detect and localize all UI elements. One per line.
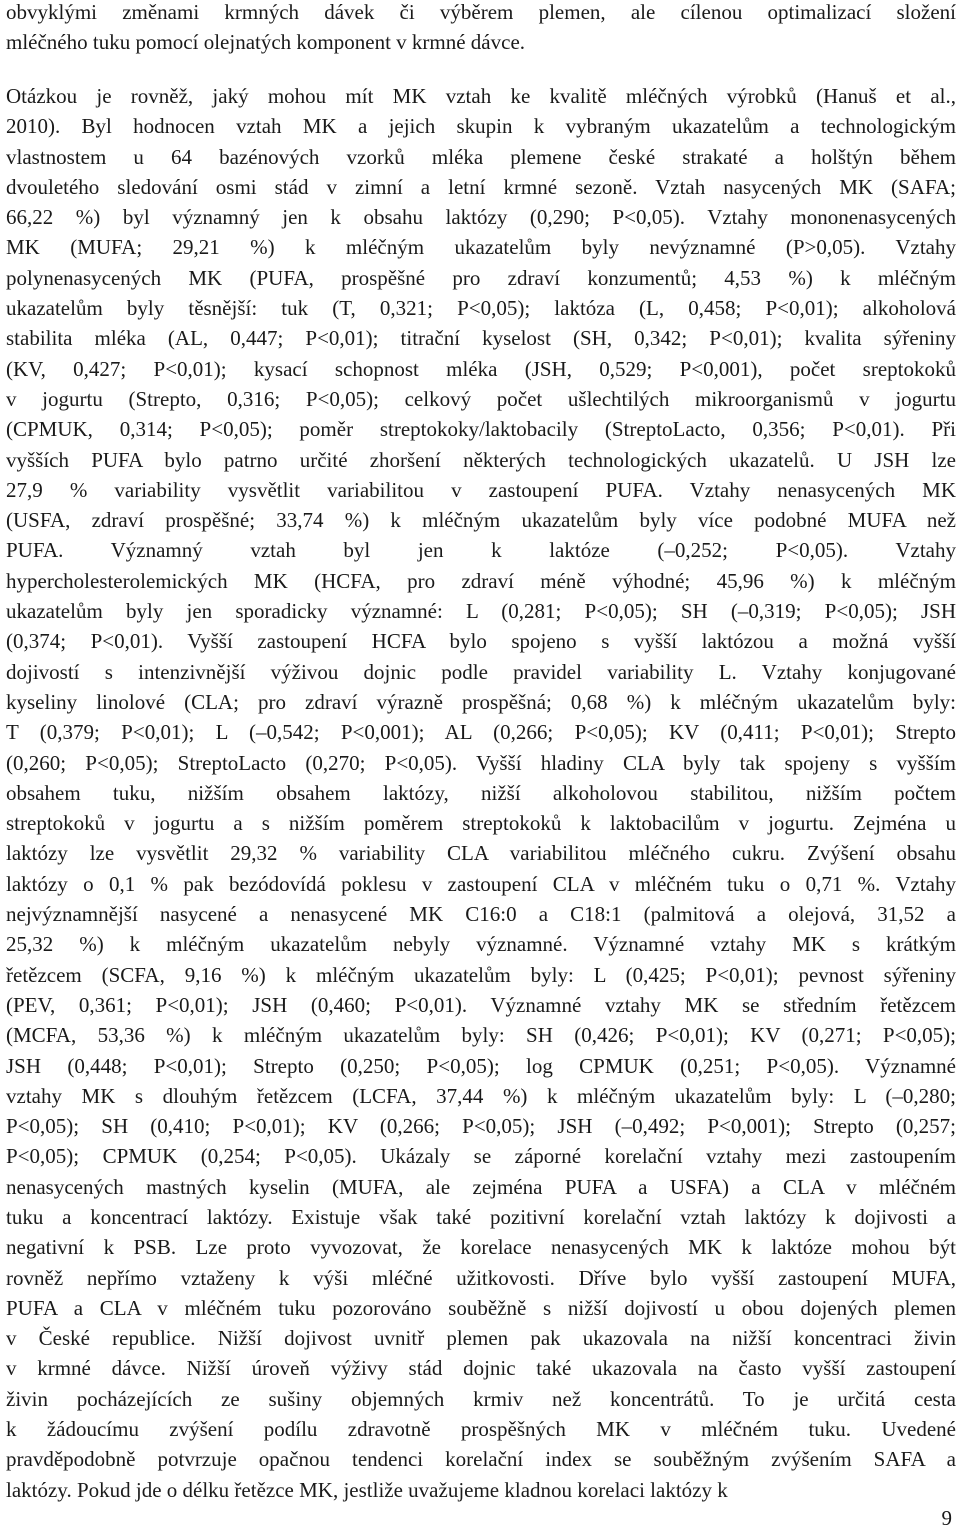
text-line: polynenasycených MK (PUFA, prospěšné pro zdraví konzumentů; 4,53 %) k mléčným	[6, 265, 956, 290]
text-line: P<0,05); SH (0,410; P<0,01); KV (0,266; P<0,05); JSH (–0,492; P<0,001); Strepto (0,257;	[6, 1114, 956, 1139]
text-line: ukazatelům byly jen sporadicky významné: L (0,281; P<0,05); SH (–0,319; P<0,05); JSH	[6, 599, 956, 624]
text-line: v jogurtu (Strepto, 0,316; P<0,05); celkový počet ušlechtilých mikroorganismů v jogurtu	[6, 386, 956, 411]
text-line: (PEV, 0,361; P<0,01); JSH (0,460; P<0,01). Významné vztahy MK se středním řetězcem	[6, 992, 956, 1017]
text-line: (USFA, zdraví prospěšné; 33,74 %) k mléčným ukazatelům byly více podobné MUFA než	[6, 508, 956, 533]
text-line: hypercholesterolemických MK (HCFA, pro zdraví méně výhodné; 45,96 %) k mléčným	[6, 568, 956, 593]
text-line: řetězcem (SCFA, 9,16 %) k mléčným ukazatelům byly: L (0,425; P<0,01); pevnost sýřeniny	[6, 962, 956, 987]
text-line: JSH (0,448; P<0,01); Strepto (0,250; P<0,05); log CPMUK (0,251; P<0,05). Významné	[6, 1053, 956, 1078]
text-line: 2010). Byl hodnocen vztah MK a jejich skupin k vybraným ukazatelům a technologickým	[6, 114, 956, 139]
paragraph-milk-fat-quality	[6, 81, 956, 1505]
text-line: (KV, 0,427; P<0,01); kysací schopnost mléka (JSH, 0,529; P<0,001), počet sreptokoků	[6, 356, 956, 381]
text-line: 27,9 % variability vysvětlit variabilitou v zastoupení PUFA. Vztahy nenasycených MK	[6, 477, 956, 502]
text-line: PUFA. Významný vztah byl jen k laktóze (–0,252; P<0,05). Vztahy	[6, 538, 956, 563]
text-line: ukazatelům byly těsnější: tuk (T, 0,321; P<0,05); laktóza (L, 0,458; P<0,01); alkoholová	[6, 296, 956, 321]
text-line: 66,22 %) byl významný jen k obsahu laktózy (0,290; P<0,05). Vztahy mononenasycených	[6, 205, 956, 230]
text-line: rovněž nepřímo vztaženy k výši mléčné užitkovosti. Dříve bylo vyšší zastoupení MUFA,	[6, 1265, 956, 1290]
text-line: stabilita mléka (AL, 0,447; P<0,01); titrační kyselost (SH, 0,342; P<0,01); kvalita sýřeniny	[6, 326, 956, 351]
text-line: živin pocházejících ze sušiny objemných krmiv než koncentrátů. To je určitá cesta	[6, 1386, 956, 1411]
text-line: laktózy. Pokud jde o délku řetězce MK, jestliže uvažujeme kladnou korelaci laktózy k	[6, 1477, 728, 1502]
text-line: nenasycených mastných kyselin (MUFA, ale zejména PUFA a USFA) a CLA v mléčném	[6, 1174, 956, 1199]
text-line: 25,32 %) k mléčným ukazatelům nebyly významné. Významné vztahy MK s krátkým	[6, 932, 956, 957]
text-line: vlastnostem u 64 bazénových vzorků mléka plemene české strakaté a holštýn během	[6, 144, 956, 169]
text-line: k žádoucímu zvýšení podílu zdravotně prospěšných MK v mléčném tuku. Uvedené	[6, 1417, 956, 1442]
text-line: (0,374; P<0,01). Vyšší zastoupení HCFA bylo spojeno s vyšší laktózou a možná vyšší	[6, 629, 956, 654]
text-line: obvyklými změnami krmných dávek či výběrem plemen, ale cílenou optimalizací složení	[6, 0, 956, 24]
text-line: tuku a koncentrací laktózy. Existuje však také pozitivní korelační vztah laktózy k dojivosti a	[6, 1204, 956, 1229]
text-line: streptokoků v jogurtu a s nižším poměrem streptokoků k laktobacilům v jogurtu. Zejména u	[6, 811, 956, 836]
text-line: vyšších PUFA bylo patrno určité zhoršení některých technologických ukazatelů. U JSH lze	[6, 447, 956, 472]
text-line: (MCFA, 53,36 %) k mléčným ukazatelům byly: SH (0,426; P<0,01); KV (0,271; P<0,05);	[6, 1023, 956, 1048]
text-line: T (0,379; P<0,01); L (–0,542; P<0,001); AL (0,266; P<0,05); KV (0,411; P<0,01); Strepto	[6, 720, 956, 745]
text-line: v České republice. Nižší dojivost uvnitř plemen pak ukazovala na nižší koncentraci živin	[6, 1326, 956, 1351]
text-line: v krmné dávce. Nižší úroveň výživy stád dojnic také ukazovala na často vyšší zastoupení	[6, 1356, 956, 1381]
text-line: (0,260; P<0,05); StreptoLacto (0,270; P<0,05). Vyšší hladiny CLA byly tak spojeny s vyšším	[6, 750, 956, 775]
text-line: P<0,05); CPMUK (0,254; P<0,05). Ukázaly se záporné korelační vztahy mezi zastoupením	[6, 1144, 956, 1169]
paragraph-intro-end	[6, 0, 956, 58]
text-line: dojivostí s intenzivnější výživou dojnic podle pravidel variability L. Vztahy konjugované	[6, 659, 956, 684]
text-line: (CPMUK, 0,314; P<0,05); poměr streptokoky/laktobacily (StreptoLacto, 0,356; P<0,01). Při	[6, 417, 956, 442]
text-line: pravděpodobně potvrzuje opačnou tendenci korelační index se souběžným zvýšením SAFA a	[6, 1447, 956, 1472]
text-line: laktózy lze vysvětlit 29,32 % variability CLA variabilitou mléčného cukru. Zvýšení obsahu	[6, 841, 956, 866]
text-line: negativní k PSB. Lze proto vyvozovat, že korelace nenasycených MK k laktóze mohou být	[6, 1235, 956, 1260]
text-line: Otázkou je rovněž, jaký mohou mít MK vztah ke kvalitě mléčných výrobků (Hanuš et al.,	[6, 84, 956, 108]
text-line: laktózy o 0,1 % pak bezódovídá poklesu v zastoupení CLA v mléčném tuku o 0,71 %. Vztahy	[6, 871, 956, 896]
text-line: PUFA a CLA v mléčném tuku pozorováno souběžně s nižší dojivostí u obou dojených plemen	[6, 1295, 956, 1320]
text-line: obsahem tuku, nižším obsahem laktózy, nižší alkoholovou stabilitou, nižším počtem	[6, 780, 956, 805]
text-line: mléčného tuku pomocí olejnatých komponent v krmné dávce.	[6, 30, 526, 55]
text-line: kyseliny linolové (CLA; pro zdraví výrazně prospěšná; 0,68 %) k mléčným ukazatelům byly:	[6, 689, 956, 714]
text-line: vztahy MK s dlouhým řetězcem (LCFA, 37,44 %) k mléčným ukazatelům byly: L (–0,280;	[6, 1083, 956, 1108]
text-line: nejvýznamnější nasycené a nenasycené MK C16:0 a C18:1 (palmitová a olejová, 31,52 a	[6, 902, 956, 927]
text-line: dvouletého sledování osmi stád v zimní a letní krmné sezoně. Vztah nasycených MK (SAFA;	[6, 174, 956, 199]
text-line: MK (MUFA; 29,21 %) k mléčným ukazatelům byly nevýznamné (P>0,05). Vztahy	[6, 235, 956, 260]
page-number: 9	[941, 1506, 952, 1530]
